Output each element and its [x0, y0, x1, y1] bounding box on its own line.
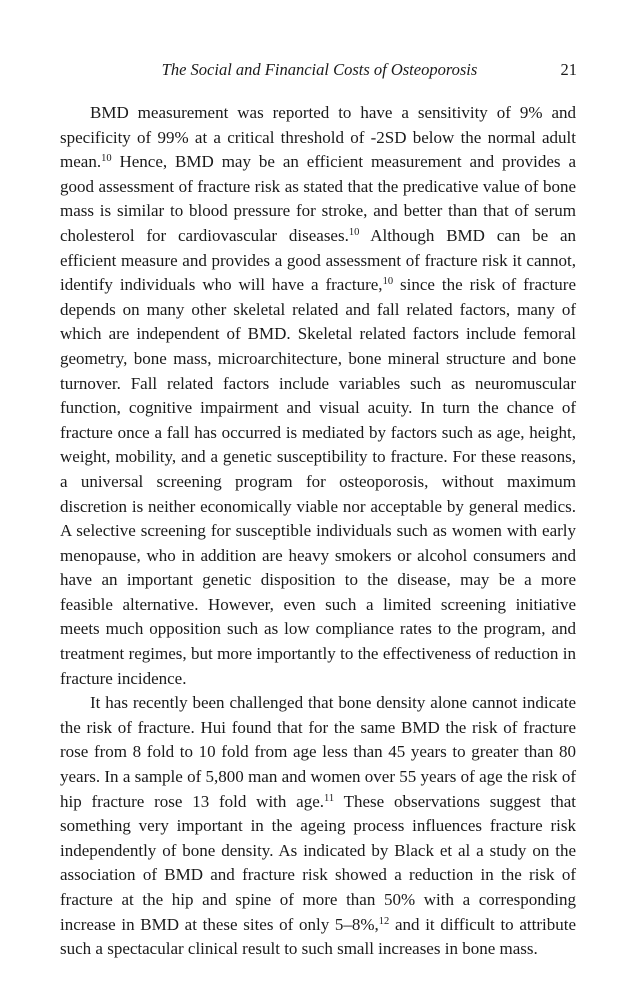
- text-run: These observations suggest that something very important in the ageing process influences fracture risk independently of bone density. As indicated by Black et al a study on the association of BMD and fracture risk showed a reduction in the risk of fracture at the hip and spine of more than 50% with a corresponding increase in BMD at these sites of only 5–8%,: [60, 791, 576, 934]
- reference-superscript: 11: [324, 792, 335, 804]
- body-text: [60, 101, 576, 962]
- text-run: and it difficult to attribute such a spectacular clinical result to such small increases in bone mass.: [60, 914, 577, 959]
- reference-superscript: 10: [348, 226, 360, 238]
- text-run: BMD measurement was reported to have a sensitivity of 9% and specificity of 99% at a critical threshold of -2SD below the normal adult mean.: [60, 103, 576, 172]
- reference-superscript: 10: [382, 276, 394, 288]
- reference-superscript: 10: [101, 153, 112, 165]
- text-run: since the risk of fracture depends on many other skeletal related and fall related factors, many of which are independent of BMD. Skeletal related factors include femoral geometry, bone mass, microarchitecture, bone mineral structure and bone turnover. Fall related factors include variables such as neuromuscular function, cognitive impairment and visual acuity. In turn the chance of fracture once a fall has occurred is mediated by factors such as age, height, weight, mobility, and a genetic susceptibility to fracture. For these reasons, a universal screening program for osteoporosis, without maximum discretion is neither economically viable nor acceptable by general medics. A selective screening for susceptible individuals such as women with early menopause, who in addition are heavy smokers or alcohol consumers and have an important genetic disposition to the disease, may be a more feasible alternative. However, even such a limited screening initiative meets much opposition such as low compliance rates to the program, and treatment regimes, but more importantly to the effectiveness of reduction in fracture incidence.: [60, 275, 576, 688]
- paragraph-2: [60, 691, 576, 962]
- paragraph-1: [60, 101, 576, 691]
- running-title: The Social and Financial Costs of Osteoporosis: [161, 60, 478, 79]
- text-run: Hence, BMD may be an efficient measurement and provides a good assessment of fracture risk as stated that the predicative value of bone mass is similar to blood pressure for stroke, and better than that of serum cholesterol for cardiovascular diseases.: [60, 152, 576, 245]
- page-number: 21: [560, 60, 577, 79]
- text-run: Although BMD can be an efficient measure and provides a good assessment of fracture risk it cannot, identify individuals who will have a fracture,: [60, 225, 576, 295]
- reference-superscript: 12: [378, 915, 390, 927]
- text-run: It has recently been challenged that bone density alone cannot indicate the risk of fracture. Hui found that for the same BMD the risk of fracture rose from 8 fold to 10 fold from age less than 45 years to greater than 80 years. In a sample of 5,800 man and women over 55 years of age the risk of hip fracture rose 13 fold with age.: [60, 693, 576, 811]
- running-header: [0, 58, 639, 82]
